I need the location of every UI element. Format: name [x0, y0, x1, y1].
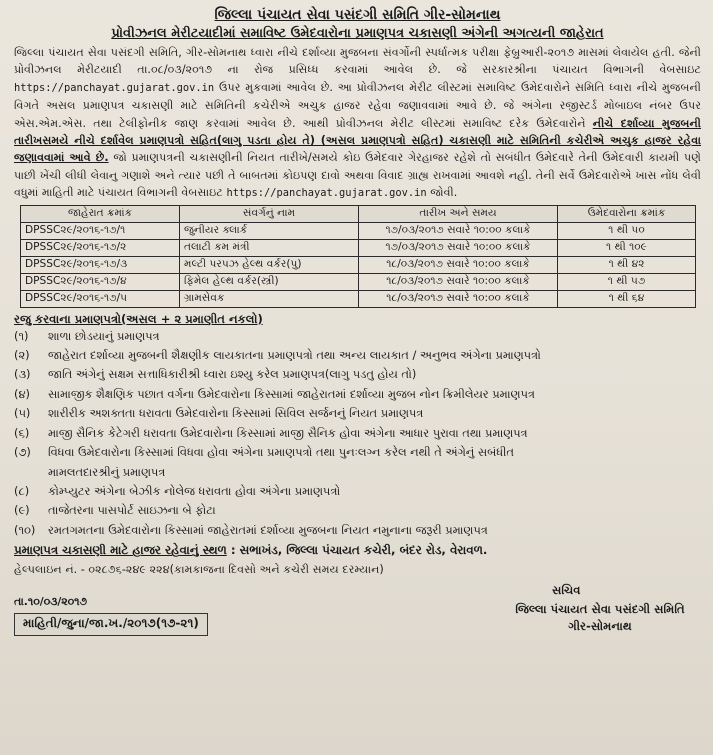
item-text: રમતગમતના ઉમેદવારોના કિસ્સામાં જાહેરાતમાં દર્શાવ્યા મુજબના નિયત નમુનાના જરૂરી પ્રમાણપત્ર	[48, 522, 488, 537]
cell-candidates: ૧ થી ૪૨	[558, 256, 696, 273]
item-number: (૨)	[14, 348, 30, 363]
notice-title: જિલ્લા પંચાયત સેવા પસંદગી સમિતિ ગીર-સોમનાથ	[214, 7, 501, 23]
item-number: (૪)	[14, 386, 30, 401]
intro-text-3: નીચે દર્શાવ્યા મુજબની તારીખસમયે નીચે દર્શાવેલ પ્રમાણપત્રો સહિત(લાગુ પડતા હોય તે) (અસલ પ્રમાણપત્રો સહિત) ચકાસણી માટે સમિતિની કચેરીએ અચુક હાજર રહેવા જણાવવામાં આવે છે.	[14, 116, 701, 165]
cell-adv-no: DPSSC૨૯/૨૦૧૬-૧૭/૧	[21, 222, 180, 239]
schedule-table	[20, 205, 696, 308]
reference-number: માહિતી/જુના/જા.ખ./૨૦૧૭(૧૭-૨૧)	[14, 613, 208, 636]
website-link-2[interactable]: https://panchayat.gujarat.gov.in	[226, 187, 427, 200]
item-number: (૭)	[14, 445, 31, 460]
item-text: જાહેરાત દર્શાવ્યા મુજબની શૈક્ષણીક લાયકાતના પ્રમાણપત્રો તથા અન્ય લાયકાત / અનુભવ અંગેના પ્રમાણપત્રો	[48, 348, 541, 363]
cell-datetime: ૧૮/૦૩/૨૦૧૭ સવારે ૧૦:૦૦ કલાકે	[359, 256, 558, 273]
item-number: (૫)	[14, 406, 31, 421]
cell-adv-no: DPSSC૨૯/૨૦૧૬-૧૭/૩	[21, 256, 180, 273]
list-item	[14, 327, 701, 346]
item-number: (૧૦)	[14, 522, 36, 537]
intro-text-2: ઉપર મુકવામાં આવેલ છે. આ પ્રોવીઝનલ મેરીટ લીસ્ટમાં સમાવિષ્ટ ઉમેદવારોને સમિતિ ધ્વારા નીચે મુજબની વિગતે અસલ પ્રમાણપત્ર ચકાસણી માટે સમિતિની કચેરીએ અચુક હાજર રહેવા જણાવવામાં આવે છે. જે અંગેના રજીસ્ટર્ડ મોબાઇલ નંબર ઉપર એસ.એમ.એસ. તથા ટેલીફોનીક જાણ કરવામાં આવેલ છે. આથી પ્રોવીઝનલ મેરીટ લીસ્ટમાં સમાવિષ્ટ દરેક ઉમેદવારોને	[14, 80, 701, 130]
item-text: તાજેતરના પાસપોર્ટ સાઇઝના બે ફોટા	[48, 503, 216, 518]
list-item	[14, 424, 701, 443]
item-text: માજી સૈનિક કેટેગરી ધરાવતા ઉમેદવારોના કિસ્સામાં માજી સૈનિક હોવા અંગેના આધાર પુરાવા તથા પ્રમાણપત્ર	[48, 425, 528, 440]
cell-datetime: ૧૭/૦૩/૨૦૧૭ સવારે ૧૦:૦૦ કલાકે	[359, 222, 558, 239]
intro-text-1: જિલ્લા પંચાયત સેવા પસંદગી સમિતિ, ગીર-સોમનાથ ધ્વારા નીચે દર્શાવ્યા મુજબના સંવર્ગોની સ્પર્ધાત્મક પરીક્ષા ફેબ્રુઆરી-૨૦૧૭ માસમાં લેવાયેલ હતી. જેની પ્રોવીઝનલ મેરીટયાદી તા.૦૮/૦૩/૨૦૧૭ ના રોજ પ્રસિધ્ધ કરવામાં આવેલ છે. જે સરકારશ્રીના પંચાયત વિભાગની વેબસાઇટ	[14, 46, 701, 77]
item-text: વિધવા ઉમેદવારોના કિસ્સામાં વિધવા હોવા અંગેના પ્રમાણપત્રો તથા પુનઃલગ્ન કરેલ નથી તે અંગેનું સબંધીત	[48, 445, 514, 460]
list-item	[14, 482, 701, 501]
table-header-row	[21, 205, 696, 222]
list-item-continuation	[14, 463, 701, 482]
table-row	[21, 222, 696, 239]
item-number: (૬)	[14, 425, 30, 440]
list-item	[14, 365, 701, 384]
intro-text-4: જો પ્રમાણપત્રની ચકાસણીની નિયત તારીખે/સમયે કોઇ ઉમેદવાર ગેરહાજર રહેશે તો સબંધીત ઉમેદવારે તેની ઉમેદવારી કાયમી પણે પાછી ખેંચી લીધી લેવાનુ ગણાશે અને ત્યાર પછી તે બાબતમાં કોઇપણ દાવો અથવા વિવાદ ગ્રાહ્ય રાખવામાં આવશે નહી. તેની સર્વે ઉમેદવારોએ ખાસ નોંધ લેવી વધુમાં માહિતી માટે પંચાયત વિભાગની વેબસાઇટ	[14, 151, 701, 200]
item-text: શાળા છોડયાનું પ્રમાણપત્ર	[48, 328, 160, 343]
venue-label: પ્રમાણપત્ર ચકાસણી માટે હાજર રહેવાનું સ્થળ	[14, 543, 227, 558]
col-header-adv-no: જાહેરાત ક્રમાંક	[21, 205, 180, 222]
cell-cadre: ગ્રામસેવક	[180, 290, 359, 307]
helpline: હેલ્પલાઇન નં. - ૦૨૮૭૬-૨૪૯ ૨૨૪(કામકાજના દિવસો અને કચેરી સમય દરમ્યાન)	[14, 563, 384, 577]
notice-subtitle: પ્રોવીઝનલ મેરીટયાદીમાં સમાવિષ્ટ ઉમેદવારોના પ્રમાણપત્ર ચકાસણી અંગેની અગત્યની જાહેરાત	[111, 26, 604, 41]
item-text-cont: મામલતદારશ્રીનું પ્રમાણપત્ર	[48, 464, 166, 479]
cell-adv-no: DPSSC૨૯/૨૦૧૬-૧૭/૫	[21, 290, 180, 307]
cell-cadre: જુનીયર ક્લાર્ક	[180, 222, 359, 239]
venue-value: : સભાખંડ, જિલ્લા પંચાયત કચેરી, બંદર રોડ, વેરાવળ.	[230, 543, 488, 558]
cell-cadre: તલાટી કમ મંત્રી	[180, 239, 359, 256]
col-header-cadre: સંવર્ગનું નામ	[180, 205, 359, 222]
documents-heading: રજુ કરવાના પ્રમાણપત્રો(અસલ + ૨ પ્રમાણીત નકલો)	[14, 311, 263, 326]
website-link[interactable]: https://panchayat.gujarat.gov.in	[14, 81, 215, 94]
cell-datetime: ૧૮/૦૩/૨૦૧૭ સવારે ૧૦:૦૦ કલાકે	[359, 290, 558, 307]
cell-datetime: ૧૭/૦૩/૨૦૧૭ સવારે ૧૦:૦૦ કલાકે	[359, 239, 558, 256]
item-text: કોમ્પ્યુટર અંગેના બેઝીક નોલેજ ધરાવતા હોવા અંગેના પ્રમાણપત્રો	[48, 483, 341, 498]
table-row	[21, 273, 696, 290]
table-row	[21, 256, 696, 273]
table-row	[21, 239, 696, 256]
list-item	[14, 346, 701, 365]
cell-candidates: ૧ થી ૬૪	[558, 290, 696, 307]
notice-date: તા.૧૦/૦૩/૨૦૧૭	[14, 595, 87, 609]
signatory-org: જિલ્લા પંચાયત સેવા પસંદગી સમિતિ ગીર-સોમનાથ	[515, 602, 685, 634]
col-header-candidates: ઉમેદવારોના ક્રમાંક	[558, 205, 696, 222]
item-number: (૮)	[14, 483, 30, 498]
list-item	[14, 385, 701, 404]
list-item	[14, 404, 701, 423]
cell-datetime: ૧૮/૦૩/૨૦૧૭ સવારે ૧૦:૦૦ કલાકે	[359, 273, 558, 290]
venue-line	[14, 540, 701, 560]
table-row	[21, 290, 696, 307]
list-item	[14, 443, 701, 462]
documents-list	[14, 327, 701, 540]
cell-adv-no: DPSSC૨૯/૨૦૧૬-૧૭/૪	[21, 273, 180, 290]
cell-candidates: ૧ થી ૫૭	[558, 273, 696, 290]
item-number: (૩)	[14, 367, 31, 382]
col-header-datetime: તારીખ અને સમય	[359, 205, 558, 222]
intro-paragraph	[14, 44, 701, 203]
item-number: (૯)	[14, 503, 30, 518]
item-text: શારીરીક અશક્તતા ધરાવતા ઉમેદવારોના કિસ્સામાં સિવિલ સર્જનનું નિયત પ્રમાણપત્ર	[48, 406, 424, 421]
cell-cadre: ફિમેલ હેલ્થ વર્કર(સ્ત્રી)	[180, 273, 359, 290]
signatory-role: સચિવ	[552, 583, 581, 598]
notice-footer	[14, 579, 701, 653]
item-text: જાતિ અંગેનું સક્ષમ સત્તાધિકારીશ્રી ધ્વારા ઇશ્યુ કરેલ પ્રમાણપત્ર(લાગુ પડતુ હોય તો)	[48, 367, 417, 382]
cell-candidates: ૧ થી ૫૦	[558, 222, 696, 239]
item-number: (૧)	[14, 328, 29, 343]
cell-candidates: ૧ થી ૧૦૯	[558, 239, 696, 256]
cell-cadre: મલ્ટી પરપઝ હેલ્થ વર્કર(પુ)	[180, 256, 359, 273]
intro-text-5: જોવી.	[430, 186, 458, 200]
list-item	[14, 501, 701, 520]
item-text: સામાજીક શૈક્ષણિક પછાત વર્ગના ઉમેદવારોના કિસ્સામાં જાહેરાતમાં દર્શાવ્યા મુજબ નોન ક્રિમીલેયર પ્રમાણપત્ર	[48, 386, 535, 401]
cell-adv-no: DPSSC૨૯/૨૦૧૬-૧૭/૨	[21, 239, 180, 256]
list-item	[14, 521, 701, 540]
